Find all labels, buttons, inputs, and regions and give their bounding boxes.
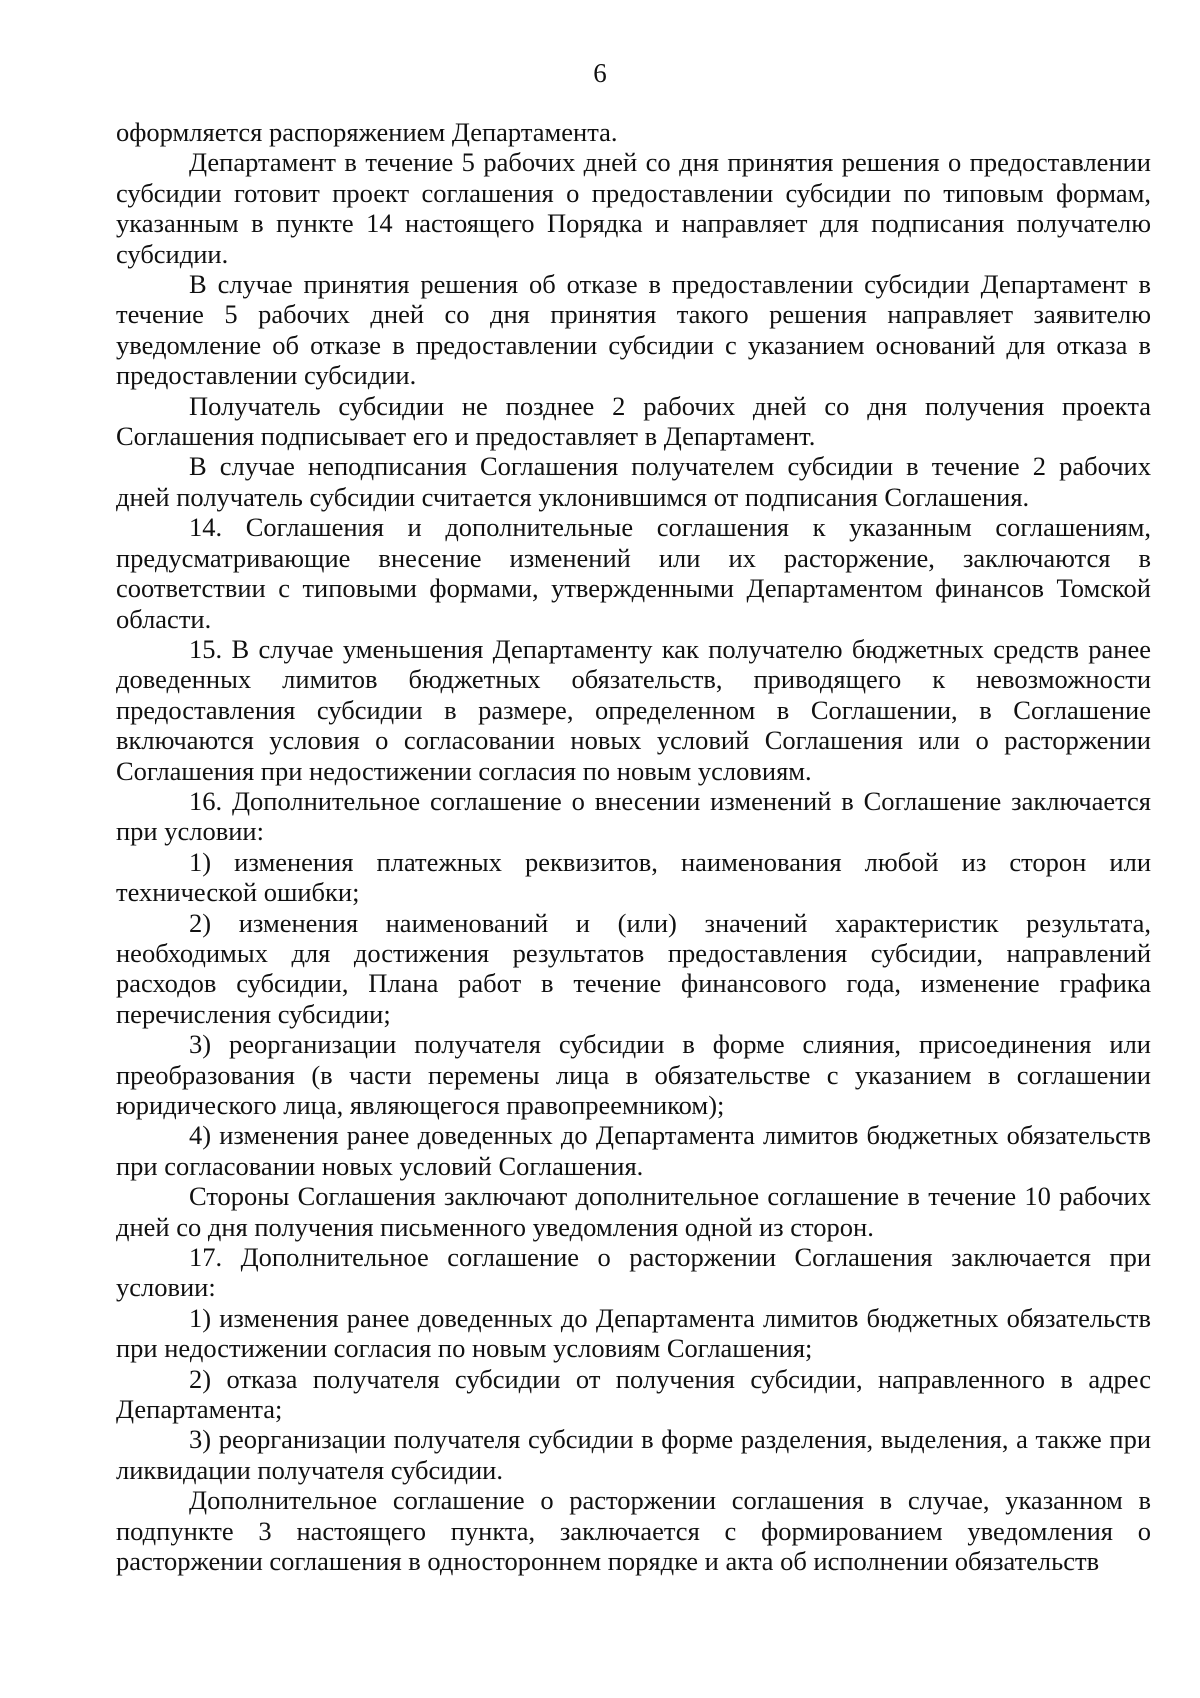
list-item-16-4: 4) изменения ранее доведенных до Департамента лимитов бюджетных обязательств при согласовании новых условий Соглашения.	[116, 1120, 1151, 1181]
paragraph-continuation: оформляется распоряжением Департамента.	[116, 117, 618, 147]
paragraph-refusal-notice: В случае принятия решения об отказе в предоставлении субсидии Департамент в течение 5 рабочих дней со дня принятия такого решения направляет заявителю уведомление об отказе в предоставлении субсидии с указанием оснований для отказа в предоставлении субсидии.	[116, 269, 1151, 391]
list-item-16-1: 1) изменения платежных реквизитов, наименования любой из сторон или технической ошибки;	[116, 846, 1151, 908]
list-item-17-3: 3) реорганизации получателя субсидии в форме разделения, выделения, а также при ликвидации получателя субсидии.	[116, 1424, 1151, 1485]
paragraph-signing-deadline: Получатель субсидии не позднее 2 рабочих дней со дня получения проекта Соглашения подписывает его и предоставляет в Департамент.	[116, 390, 1151, 452]
document-body	[116, 117, 1151, 1577]
paragraph-item-15: 15. В случае уменьшения Департаменту как получателю бюджетных средств ранее доведенных лимитов бюджетных обязательств, приводящего к невозможности предоставления субсидии в размере, определенном в Соглашении, в Соглашение включаются условия о согласовании новых условий Соглашения или о расторжении Соглашения при недостижении согласия по новым условиям.	[116, 633, 1151, 786]
paragraph-item-17: 17. Дополнительное соглашение о расторжении Соглашения заключается при условии:	[116, 1242, 1151, 1303]
list-item-16-2: 2) изменения наименований и (или) значений характеристик результата, необходимых для достижения результатов предоставления субсидии, направлений расходов субсидии, Плана работ в течение финансового года, изменение графика перечисления субсидии;	[116, 907, 1151, 1029]
paragraph-additional-agreement-term: Стороны Соглашения заключают дополнительное соглашение в течение 10 рабочих дней со дня получения письменного уведомления одной из сторон.	[116, 1181, 1151, 1242]
list-item-16-3: 3) реорганизации получателя субсидии в форме слияния, присоединения или преобразования (в части перемены лица в обязательстве с указанием в соглашении юридического лица, являющегося правопреемником);	[116, 1029, 1151, 1120]
paragraph-agreement-preparation: Департамент в течение 5 рабочих дней со дня принятия решения о предоставлении субсидии готовит проект соглашения о предоставлении субсидии по типовым формам, указанным в пункте 14 настоящего Порядка и направляет для подписания получателю субсидии.	[116, 147, 1151, 269]
paragraph-item-14: 14. Соглашения и дополнительные соглашения к указанным соглашениям, предусматривающие внесение изменений или их расторжение, заключаются в соответствии с типовыми формами, утвержденными Департаментом финансов Томской области.	[116, 512, 1151, 634]
paragraph-termination-unilateral: Дополнительное соглашение о расторжении соглашения в случае, указанном в подпункте 3 настоящего пункта, заключается с формированием уведомления о расторжении соглашения в одностороннем порядке и акта об исполнении обязательств	[116, 1485, 1151, 1577]
paragraph-item-16: 16. Дополнительное соглашение о внесении изменений в Соглашение заключается при условии:	[116, 785, 1151, 847]
list-item-17-1: 1) изменения ранее доведенных до Департамента лимитов бюджетных обязательств при недостижении согласия по новым условиям Соглашения;	[116, 1302, 1151, 1364]
paragraph-non-signing: В случае неподписания Соглашения получателем субсидии в течение 2 рабочих дней получатель субсидии считается уклонившимся от подписания Соглашения.	[116, 451, 1151, 512]
list-item-17-2: 2) отказа получателя субсидии от получения субсидии, направленного в адрес Департамента;	[116, 1363, 1151, 1425]
page-number: 6	[593, 58, 607, 88]
